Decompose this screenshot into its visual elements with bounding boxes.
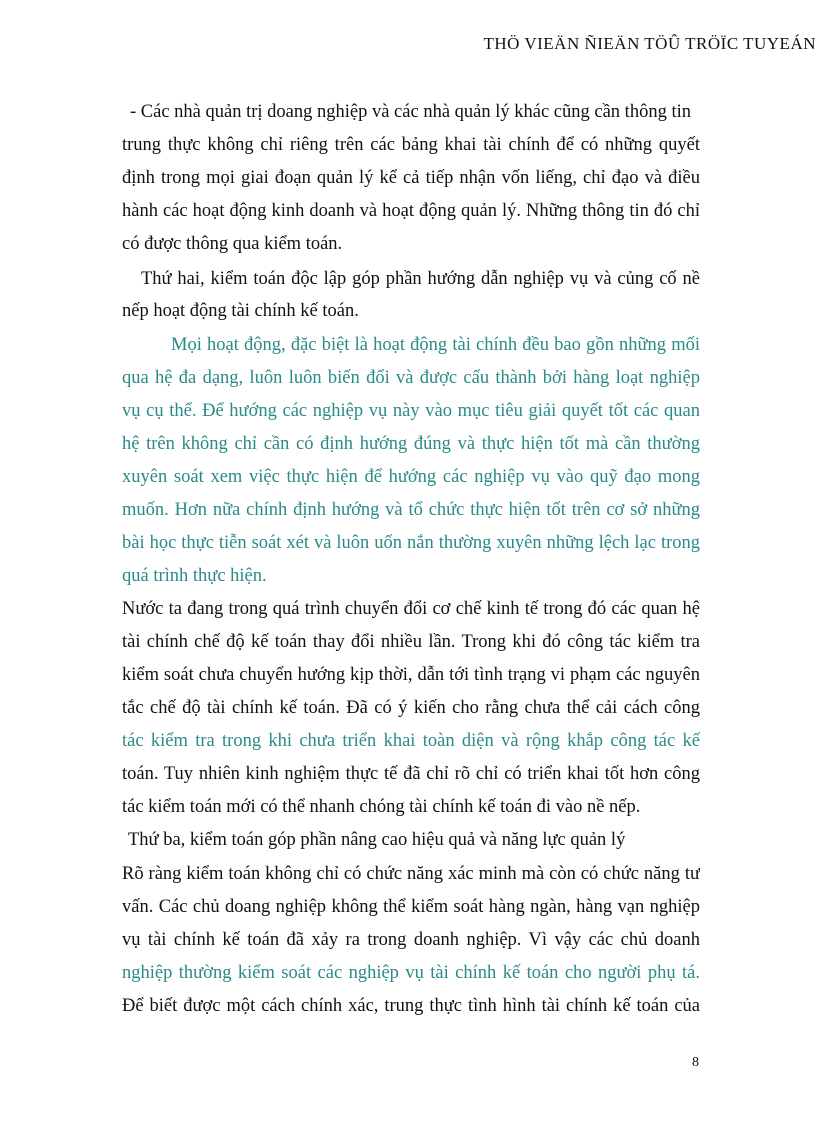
text-line: muốn. Hơn nữa chính định hướng và tổ chức thực hiện tốt trên cơ sở những — [122, 500, 700, 520]
text-line: qua hệ đa dạng, luôn luôn biến đổi và được cấu thành bởi hàng loạt nghiệp — [122, 368, 700, 388]
page-number: 8 — [692, 1055, 699, 1070]
text-line: hành các hoạt động kinh doanh và hoạt động quản lý. Những thông tin đó chỉ — [122, 201, 700, 221]
text-line: có được thông qua kiểm toán. — [122, 234, 343, 254]
text-line: - Các nhà quản trị doang nghiệp và các nhà quản lý khác cũng cần thông tin — [130, 102, 691, 122]
text-line: Thứ hai, kiểm toán độc lập góp phần hướng dẫn nghiệp vụ và củng cố nề — [141, 269, 700, 289]
text-line: hệ trên không chỉ cần có định hướng đúng và thực hiện tốt mà cần thường — [122, 434, 700, 454]
text-line: tắc chế độ tài chính kế toán. Đã có ý kiến cho rằng chưa thể cải cách công — [122, 698, 700, 718]
text-line: Để biết được một cách chính xác, trung thực tình hình tài chính kế toán của — [122, 996, 700, 1016]
text-line: quá trình thực hiện. — [122, 566, 267, 586]
text-line: xuyên soát xem việc thực hiện để hướng các nghiệp vụ vào quỹ đạo mong — [122, 467, 700, 487]
text-line: bài học thực tiễn soát xét và luôn uốn nắn thường xuyên những lệch lạc trong — [122, 533, 700, 553]
text-line: định trong mọi giai đoạn quản lý kể cả tiếp nhận vốn liếng, chỉ đạo và điều — [122, 168, 700, 188]
text-line: Mọi hoạt động, đặc biệt là hoạt động tài chính đều bao gồn những mối — [171, 335, 700, 355]
text-line: nếp hoạt động tài chính kế toán. — [122, 301, 359, 321]
text-line: nghiệp thường kiểm soát các nghiệp vụ tài chính kế toán cho người phụ tá. — [122, 963, 700, 983]
text-line: vấn. Các chủ doang nghiệp không thể kiểm soát hàng ngàn, hàng vạn nghiệp — [122, 897, 700, 917]
text-line: tác kiểm toán mới có thể nhanh chóng tài chính kế toán đi vào nề nếp. — [122, 797, 641, 817]
text-line: kiểm soát chưa chuyển hướng kịp thời, dẫn tới tình trạng vi phạm các nguyên — [122, 665, 700, 685]
text-line: vụ tài chính kế toán đã xảy ra trong doanh nghiệp. Vì vậy các chủ doanh — [122, 930, 700, 950]
text-line: Rõ ràng kiểm toán không chỉ có chức năng xác minh mà còn có chức năng tư — [122, 864, 700, 884]
text-line: Thứ ba, kiểm toán góp phần nâng cao hiệu quả và năng lực quản lý — [128, 830, 626, 850]
text-line: trung thực không chỉ riêng trên các bảng khai tài chính để có những quyết — [122, 135, 700, 155]
text-line: Nước ta đang trong quá trình chuyển đổi cơ chế kinh tế trong đó các quan hệ — [122, 599, 700, 619]
text-line: tác kiểm tra trong khi chưa triển khai toàn diện và rộng khắp công tác kế — [122, 731, 700, 751]
text-line: toán. Tuy nhiên kinh nghiệm thực tế đã chỉ rõ chỉ có triển khai tốt hơn công — [122, 764, 700, 784]
text-line: vụ cụ thể. Để hướng các nghiệp vụ này vào mục tiêu giải quyết tốt các quan — [122, 401, 700, 421]
text-line: tài chính chế độ kế toán thay đổi nhiều lần. Trong khi đó công tác kiểm tra — [122, 632, 700, 652]
page-header: THÖ VIEÄN ÑIEÄN TÖÛ TRÖÏC TUYEÁN — [483, 34, 816, 53]
